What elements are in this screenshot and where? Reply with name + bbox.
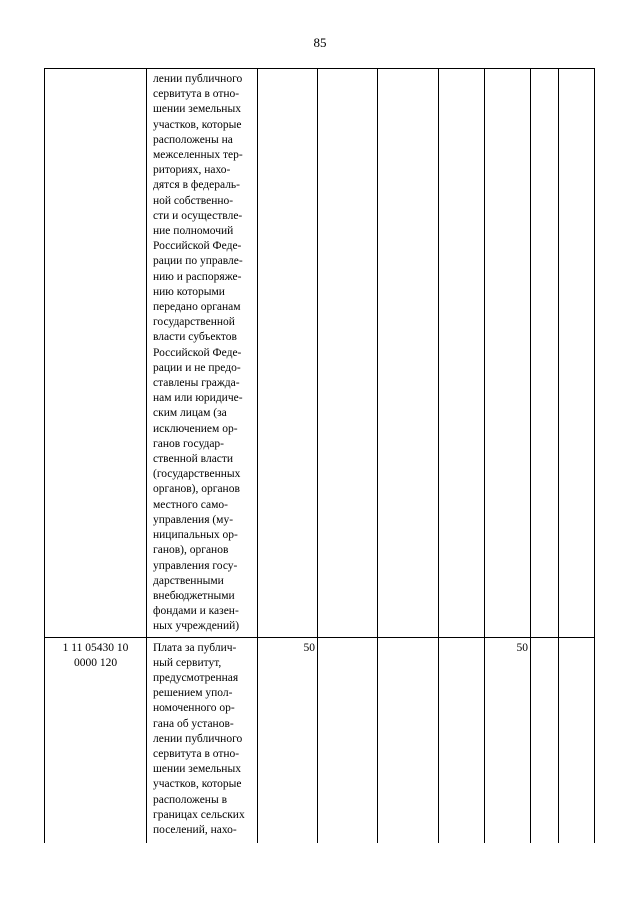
description-line: внебюджетными	[153, 589, 235, 602]
description-line: местного само-	[153, 498, 228, 511]
description-line: ганов государ-	[153, 437, 225, 450]
description-line: ние полномочий	[153, 225, 234, 238]
amount-cell	[531, 69, 559, 638]
budget-code-line: 1 11 05430 10	[62, 641, 129, 654]
table-row	[45, 69, 595, 638]
description-line: управления (му-	[153, 513, 234, 526]
description-line: предусмотренная	[153, 671, 239, 684]
description-line: гана об установ-	[153, 717, 234, 730]
amount-cell	[439, 69, 485, 638]
amount-cell	[531, 637, 559, 843]
description-line: органов), органов	[153, 483, 240, 496]
description-line: номоченного ор-	[153, 702, 235, 715]
description-line: риториях, нахо-	[153, 164, 231, 177]
description-line: власти субъектов	[153, 331, 237, 344]
description-line: Российской Феде-	[153, 240, 242, 253]
description-line: лении публичного	[153, 732, 243, 745]
amount-cell	[559, 637, 595, 843]
description-line: ским лицам (за	[153, 407, 227, 420]
description-line: рации по управле-	[153, 255, 243, 268]
budget-code-cell	[45, 637, 147, 843]
description-line: дятся в федераль-	[153, 179, 241, 192]
description-line: ственной власти	[153, 453, 234, 466]
description-line: передано органам	[153, 301, 241, 314]
description-line: сервитута в отно-	[153, 88, 240, 101]
description-line: Российской Феде-	[153, 346, 242, 359]
description-line: межселенных тер-	[153, 149, 243, 162]
amount-cell: 50	[485, 637, 531, 843]
description-line: нию которыми	[153, 285, 225, 298]
description-line: фондами и казен-	[153, 605, 239, 618]
description-line: государственной	[153, 316, 235, 329]
description-line: расположены в	[153, 793, 227, 806]
page-number: 85	[313, 35, 327, 50]
description-line: нию и распоряже-	[153, 270, 242, 283]
amount-cell	[439, 637, 485, 843]
amount-cell	[318, 69, 378, 638]
description-line: ганов), органов	[153, 544, 229, 557]
amount-cell	[378, 69, 439, 638]
amount-cell: 50	[258, 637, 318, 843]
description-line: ных учреждений)	[153, 620, 240, 633]
description-line: решением упол-	[153, 687, 233, 700]
table-row	[45, 637, 595, 843]
description-line: ный сервитут,	[153, 656, 222, 669]
amount-cell	[258, 69, 318, 638]
amount-cell	[559, 69, 595, 638]
description-line: шении земельных	[153, 103, 241, 116]
description-line: поселений, нахо-	[153, 823, 237, 836]
description-line: шении земельных	[153, 763, 241, 776]
description-line: расположены на	[153, 133, 233, 146]
description-cell	[147, 637, 258, 843]
description-line: сервитута в отно-	[153, 747, 240, 760]
description-cell	[147, 69, 258, 638]
budget-table	[44, 68, 595, 843]
description-line: управления госу-	[153, 559, 238, 572]
description-line: сти и осуществле-	[153, 209, 243, 222]
description-line: (государственных	[153, 468, 241, 481]
budget-code-line: 0000 120	[73, 656, 118, 669]
description-line: участков, которые	[153, 118, 242, 131]
description-line: нам или юридиче-	[153, 392, 243, 405]
description-line: ставлены гражда-	[153, 377, 240, 390]
amount-cell	[318, 637, 378, 843]
description-line: ниципальных ор-	[153, 529, 238, 542]
description-line: лении публичного	[153, 73, 243, 85]
amount-cell	[378, 637, 439, 843]
description-line: исключением ор-	[153, 422, 238, 435]
description-line: рации и не предо-	[153, 361, 241, 374]
description-line: границах сельских	[153, 808, 245, 821]
budget-code-cell	[45, 69, 147, 638]
description-line: дарственными	[153, 574, 224, 587]
description-line: ной собственно-	[153, 194, 234, 207]
description-line: участков, которые	[153, 778, 242, 791]
amount-cell	[485, 69, 531, 638]
description-line: Плата за публич-	[153, 641, 237, 654]
